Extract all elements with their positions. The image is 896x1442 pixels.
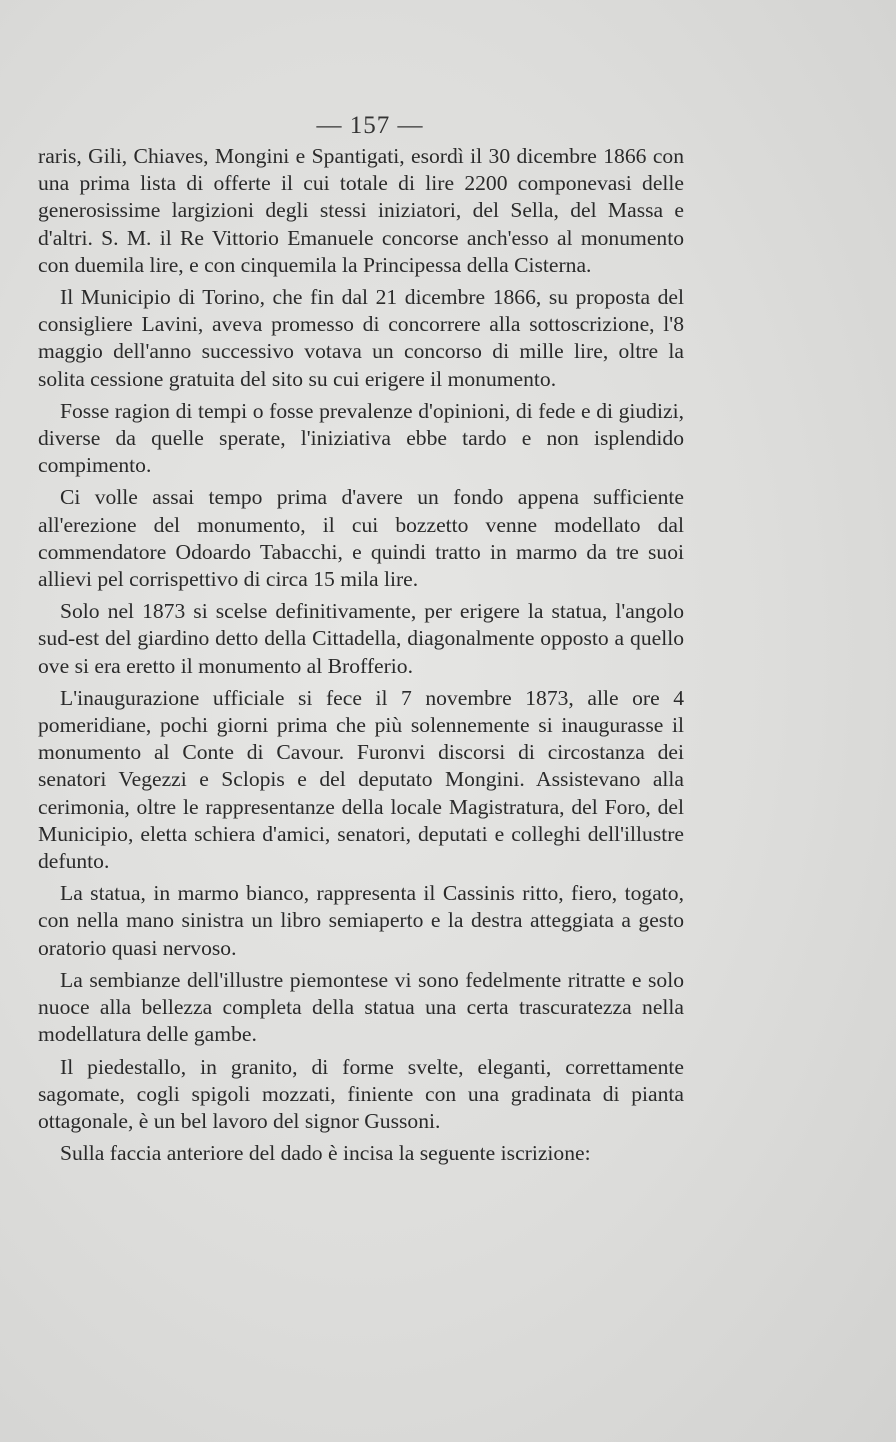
paragraph: La sembianze dell'illustre piemontese vi sono fedelmente ritratte e solo nuoce alla bellezza completa della statua una certa trascuratezza nella modellatura delle gambe. [38, 967, 684, 1047]
paragraph: Solo nel 1873 si scelse definitivamente, per erigere la statua, l'angolo sud-est del giardino detto della Cittadella, diagonalmente opposto a quello ove si era eretto il monumento al Brofferio. [38, 599, 684, 678]
paragraph: Sulla faccia anteriore del dado è incisa la seguente iscrizione: [60, 1141, 591, 1166]
paragraph: Il piedestallo, in granito, di forme svelte, eleganti, correttamente sagomate, cogli spigoli mozzati, finiente con una gradinata di pianta ottagonale, è un bel lavoro del signor Gussoni. [38, 1054, 684, 1133]
paragraph: Il Municipio di Torino, che fin dal 21 dicembre 1866, su proposta del consigliere Lavini, aveva promesso di concorrere alla sottoscrizione, l'8 maggio dell'anno successivo votava un concorso di mille lire, oltre la solita cessione gratuita del sito su cui erigere il monumento. [38, 285, 684, 391]
paragraph: La statua, in marmo bianco, rappresenta il Cassinis ritto, fiero, togato, con nella mano sinistra un libro semiaperto e la destra atteggiata a gesto oratorio quasi nervoso. [38, 881, 684, 960]
paragraph: L'inaugurazione ufficiale si fece il 7 novembre 1873, alle ore 4 pomeridiane, pochi giorni prima che più solennemente si inaugurasse il monumento al Conte di Cavour. Furonvi discorsi di circostanza dei senatori Vegezzi e Sclopis e del deputato Mongini. Assistevano alla cerimonia, oltre le rappresentanze della locale Magistratura, del Foro, del Municipio, eletta schiera d'amici, senatori, deputati e colleghi dell'illustre defunto. [38, 685, 684, 874]
page-number: — 157 — [316, 112, 424, 139]
paragraph: Ci volle assai tempo prima d'avere un fondo appena sufficiente all'erezione del monumento, il cui bozzetto venne modellato dal commendatore Odoardo Tabacchi, e quindi tratto in marmo da tre suoi allievi pel corrispettivo di circa 15 mila lire. [38, 485, 684, 592]
paragraph: raris, Gili, Chiaves, Mongini e Spantigati, esordì il 30 dicembre 1866 con una prima lista di offerte il cui totale di lire 2200 componevasi delle generosissime largizioni degli stessi iniziatori, del Sella, del Massa e d'altri. S. M. il Re Vittorio Emanuele concorse anch'esso al monumento con duemila lire, e con cinquemila la Principessa della Cisterna. [38, 144, 684, 277]
body-text [38, 143, 684, 1172]
paragraph: Fosse ragion di tempi o fosse prevalenze d'opinioni, di fede e di giudizi, diverse da quelle sperate, l'iniziativa ebbe tardo e non isplendido compimento. [38, 398, 684, 478]
